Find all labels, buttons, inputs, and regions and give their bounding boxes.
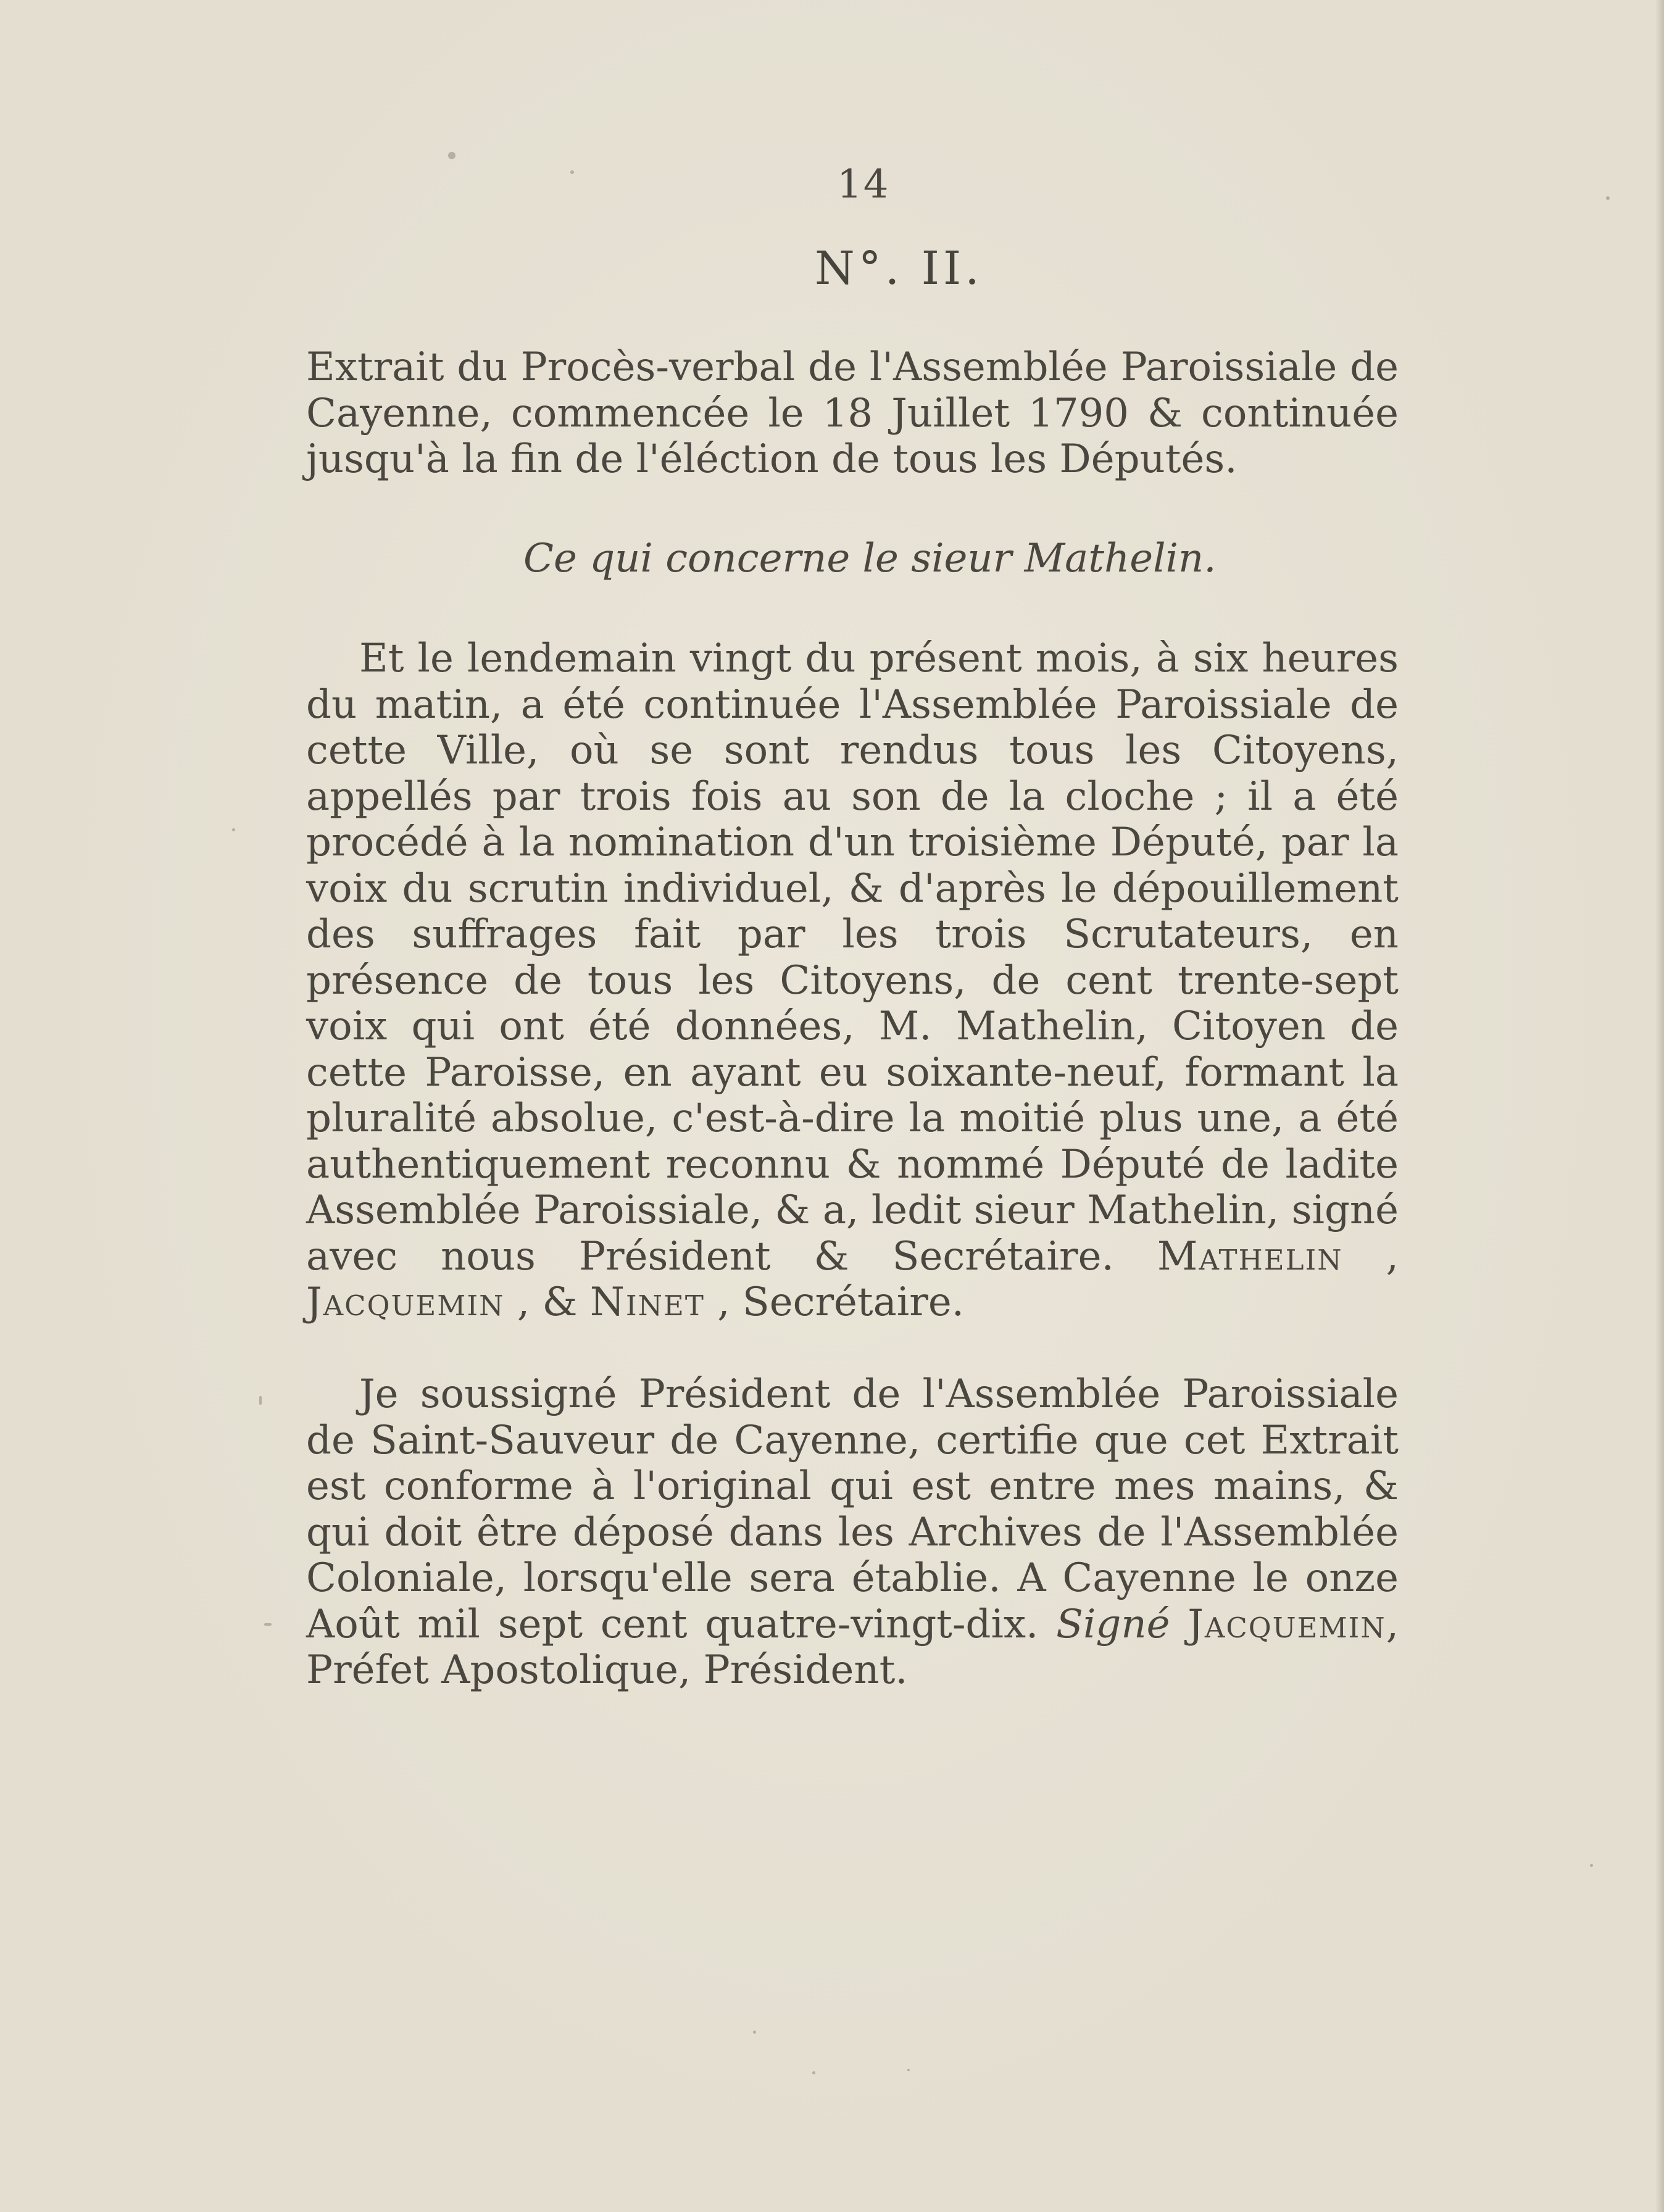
paragraph-certification [306, 1371, 1399, 1694]
paragraph-proces-verbal [306, 636, 1399, 1326]
paper-speck [753, 2031, 756, 2034]
paper-speck [1590, 1864, 1593, 1867]
document-heading: Extrait du Procès-verbal de l'Assemblée Paroissiale de Cayenne, commencée le 18 Juillet 1790 & continuée jusqu'à la fin de l'éléction de tous les Députés. [306, 344, 1399, 482]
paper-speck [448, 152, 456, 159]
signature-separator: , & [504, 1279, 590, 1325]
signer-name: Jacquemin [1188, 1601, 1386, 1647]
signed-label: Signé [1056, 1601, 1170, 1647]
signature-jacquemin: Jacquemin [306, 1279, 505, 1325]
paragraph-proces-verbal-text: Et le lendemain vingt du présent mois, à six heures du matin, a été continuée l'Assemblée Paroissiale de cette Ville, où se sont rendus tous les Citoyens, appellés par trois fois au son de la cloche ; il a été procédé à la nomination d'un troisième Député, par la voix du scrutin individuel, & d'après le dépouillement des suffrages fait par les trois Scrutateurs, en présence de tous les Citoyens, de cent trente-sept voix qui ont été données, M. Mathelin, Citoyen de cette Paroisse, en ayant eu soixante-neuf, formant la pluralité absolue, c'est-à-dire la moitié plus une, a été authentiquement reconnu & nommé Député de ladite Assemblée Paroissiale, & a, ledit sieur Mathelin, signé avec nous Président & Secrétaire. [306, 636, 1399, 1279]
signature-separator: , [1342, 1233, 1399, 1279]
paper-speck [232, 828, 235, 831]
paragraph-certification-text: Je soussigné Président de l'Assemblée Paroissiale de Saint-Sauveur de Cayenne, certifie que cet Extrait est conforme à l'original qui est entre mes mains, & qui doit être déposé dans les Archives de l'Assemblée Coloniale, lorsqu'elle sera établie. A Cayenne le onze Août mil sept cent quatre-vingt-dix. [306, 1371, 1399, 1647]
signer-title: , Préfet Apostolique, Président. [306, 1601, 1399, 1693]
paper-speck [570, 170, 574, 174]
signature-mathelin: Mathelin [1157, 1233, 1343, 1279]
paper-speck [264, 1623, 272, 1626]
paper-speck [259, 1396, 262, 1405]
section-subheading: Ce qui concerne le sieur Mathelin. [523, 536, 1217, 581]
paper-speck [1606, 196, 1610, 200]
signature-ninet: Ninet [589, 1279, 705, 1325]
page-edge-shadow [1655, 0, 1664, 2212]
page-number: 14 [837, 162, 890, 207]
paper-speck [907, 2069, 910, 2071]
signature-tail: , Secrétaire. [704, 1279, 965, 1325]
document-number: N°. II. [815, 242, 983, 295]
paper-speck [812, 2071, 815, 2074]
